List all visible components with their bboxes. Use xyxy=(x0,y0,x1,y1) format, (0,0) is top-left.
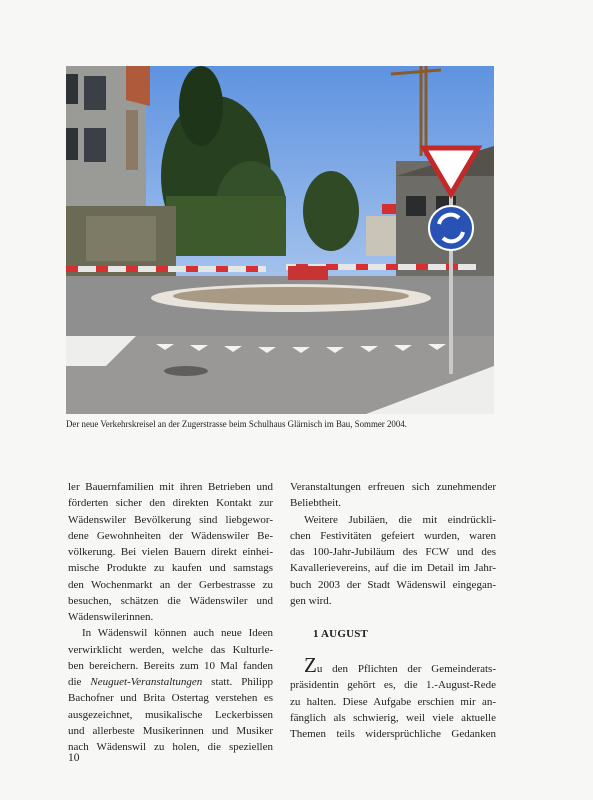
roundabout-photo xyxy=(66,66,494,414)
text-fragment: u den Pflichten der Gemeinderats- xyxy=(316,663,496,675)
text-line: gen wird. xyxy=(290,594,332,607)
paragraph-culture xyxy=(68,625,273,755)
left-text-column xyxy=(68,479,273,755)
text-line xyxy=(68,674,273,690)
text-line: Wädenswilerinnen. xyxy=(68,611,154,623)
text-fragment: die xyxy=(68,676,91,688)
text-line: Veranstaltungen erfreuen sich zunehmender xyxy=(290,481,496,493)
page-number: 10 xyxy=(68,752,80,764)
text-line: mische Produkte zu kaufen und samstags xyxy=(68,562,273,575)
text-line: chen Festivitäten gefeiert wurden, waren xyxy=(290,529,496,542)
section-heading: 1 AUGUST xyxy=(313,628,369,640)
text-fragment: statt. Philipp xyxy=(202,676,273,688)
text-line: buch 2003 der Stadt Wädenswil eingegan- xyxy=(290,578,496,591)
text-line: völkerung. Bei vielen Bauern direkt einhei- xyxy=(68,546,273,558)
roundabout-photo-drawing xyxy=(66,66,494,414)
paragraph-august-speech xyxy=(290,653,496,742)
text-line: förderten sicher den direkten Kontakt zur xyxy=(68,497,273,510)
text-line: ben bereichern. Bereits zum 10 Mal fanden xyxy=(68,659,273,672)
text-line: verwirklicht werden, welche das Kulturle- xyxy=(68,643,273,656)
text-line xyxy=(290,653,496,677)
text-line: Beliebtheit. xyxy=(290,497,342,510)
paragraph-jubilees xyxy=(290,512,496,610)
right-text-column-lower xyxy=(290,653,496,742)
text-line: In Wädenswil können auch neue Ideen xyxy=(82,627,273,640)
text-line: dene Gewohnheiten der Wädenswiler Be- xyxy=(68,529,273,542)
figure-caption: Der neue Verkehrskreisel an der Zugerstrasse beim Schulhaus Glärnisch im Bau, Sommer 2004. xyxy=(66,419,407,429)
event-name: Neuguet-Veranstaltungen xyxy=(90,676,203,688)
text-line: Weitere Jubiläen, die mit eindrückli- xyxy=(304,513,496,526)
text-line: Kavallerievereins, auf die im Detail im Jahr- xyxy=(290,562,496,575)
roundabout-island xyxy=(173,287,409,305)
text-line: besuchen, schätzen die Wädenswiler und xyxy=(68,594,273,607)
text-line: nach Wädenswil zu holen, die speziellen xyxy=(68,741,273,753)
drop-cap: Z xyxy=(304,653,317,677)
text-line: ler Bauernfamilien mit ihren Betrieben und xyxy=(68,481,273,493)
right-text-column xyxy=(290,479,496,609)
text-line: Wädenswiler Bevölkerung sind liebgewor- xyxy=(68,513,273,526)
manhole xyxy=(164,366,208,376)
text-line: zu halten. Diese Aufgabe erschien mir an- xyxy=(290,695,496,708)
text-line: fänglich als schwierig, weil viele aktuelle xyxy=(290,711,496,724)
school-building xyxy=(66,66,150,206)
text-line: und allerbeste Musikerinnen und Musiker xyxy=(68,724,273,737)
paragraph-farmers xyxy=(68,479,273,625)
text-line: das 100-Jahr-Jubiläum des FCW und des xyxy=(290,546,496,558)
text-line: präsidentin gehört es, die 1.-August-Rede xyxy=(290,679,496,692)
text-line: ausgezeichnet, musikalische Leckerbissen xyxy=(68,708,273,721)
paragraph-events xyxy=(290,479,496,512)
text-line: Bachofner und Brita Ostertag verstehen es xyxy=(68,692,273,705)
text-line: Themen teils widersprüchliche Gedanken xyxy=(290,728,496,740)
text-line: den Wochenmarkt an der Gerbestrasse zu xyxy=(68,578,273,591)
